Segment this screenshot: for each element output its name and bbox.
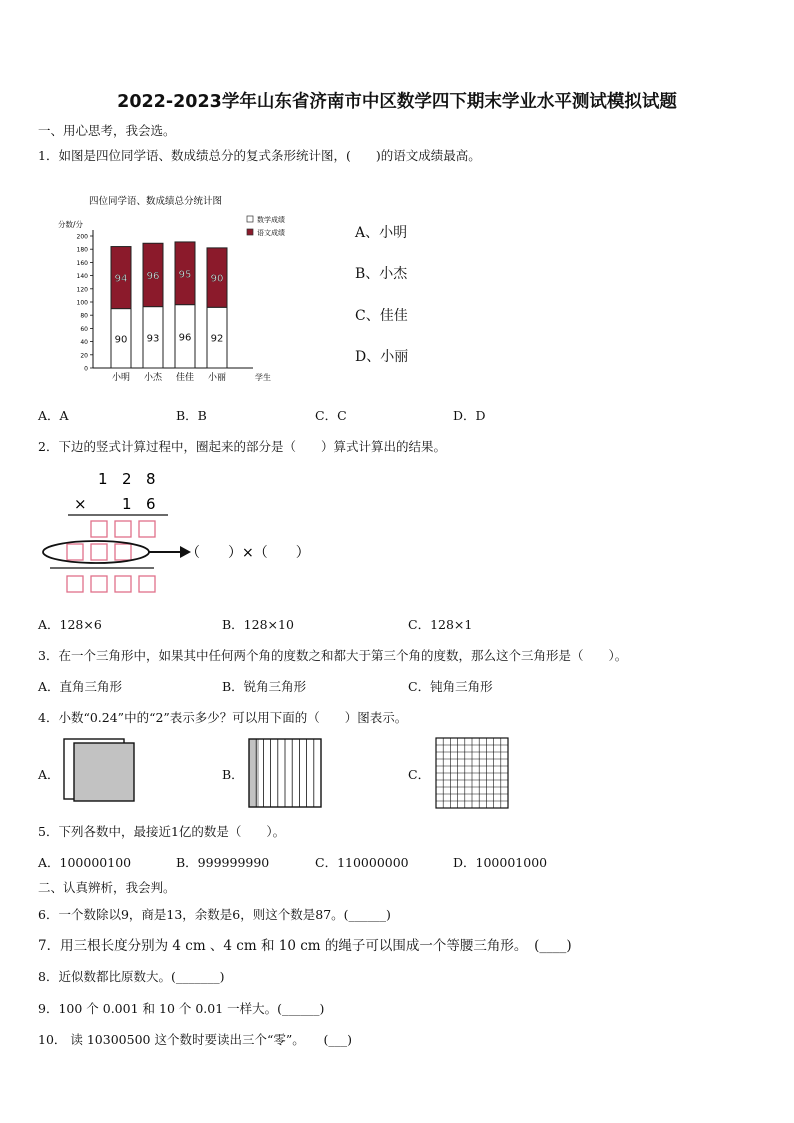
q1-option-d[interactable]: D．D: [453, 408, 486, 423]
stacked-bar-chart: [55, 190, 295, 390]
q5-option-c[interactable]: C．110000000: [315, 855, 409, 870]
data-label-chinese: 95: [178, 269, 192, 281]
y-tick-label: 40: [80, 339, 88, 347]
blank-box: [91, 576, 107, 592]
y-tick-label: 200: [76, 233, 88, 241]
blank-box: [91, 521, 107, 537]
q4-option-b-figure[interactable]: [248, 738, 324, 810]
q4-option-c-label[interactable]: C．: [408, 767, 431, 782]
question-1: 1．如图是四位同学语、数成绩总分的复式条形统计图，( )的语文成绩最高。: [38, 148, 481, 163]
q3-option-a[interactable]: A．直角三角形: [38, 679, 123, 694]
y-tick-label: 180: [76, 246, 88, 254]
top-digit-3: 8: [146, 470, 156, 488]
q1-option-a[interactable]: A．A: [38, 408, 69, 423]
bottom-digit-2: 6: [146, 495, 156, 513]
data-label-math: 92: [210, 333, 224, 345]
y-tick-label: 120: [76, 286, 88, 294]
legend-chinese-swatch: [247, 229, 253, 235]
data-label-chinese: 96: [146, 270, 160, 282]
q4-option-a-label[interactable]: A．: [38, 767, 60, 782]
question-5: 5．下列各数中，最接近1亿的数是（ ）。: [38, 824, 286, 839]
times-sign: ×: [74, 495, 87, 513]
page-title: 2022-2023学年山东省济南市中区数学四下期末学业水平测试模拟试题: [117, 92, 677, 112]
blank-box: [115, 521, 131, 537]
y-tick-label: 0: [84, 365, 88, 373]
x-axis-unit: 学生: [255, 373, 271, 382]
q4-option-b-label[interactable]: B．: [222, 767, 244, 782]
question-10: 10． 读 10300500 这个数时要读出三个“零”。 (___): [38, 1032, 352, 1047]
question-2: 2．下边的竖式计算过程中，圈起来的部分是（ ）算式计算出的结果。: [38, 439, 446, 454]
blank-box: [67, 576, 83, 592]
q5-option-d[interactable]: D．100001000: [453, 855, 548, 870]
y-tick-label: 140: [76, 273, 88, 281]
category-label: 小杰: [143, 373, 163, 383]
category-label: 小明: [111, 373, 131, 383]
legend-math-label: 数学成绩: [257, 216, 285, 224]
q1-option-c[interactable]: C．C: [315, 408, 347, 423]
data-label-chinese: 94: [114, 273, 128, 285]
category-label: 小丽: [207, 373, 227, 383]
q3-option-c[interactable]: C．钝角三角形: [408, 679, 493, 694]
data-label-math: 93: [146, 333, 160, 345]
q2-option-a[interactable]: A．128×6: [38, 617, 102, 632]
section-1-heading: 一、用心思考，我会选。: [38, 123, 176, 138]
q4-option-a-figure[interactable]: [62, 737, 138, 805]
question-7: 7．用三根长度分别为 4 cm 、4 cm 和 10 cm 的绳子可以围成一个等腰三角形。 (____): [38, 938, 572, 954]
y-tick-label: 60: [80, 325, 88, 333]
vertical-multiplication-figure: [40, 465, 340, 600]
q1-side-option-b: B、小杰: [355, 266, 408, 282]
y-axis-unit: 分数/分: [58, 220, 84, 229]
data-label-math: 90: [114, 334, 128, 346]
blank-box: [139, 521, 155, 537]
q5-option-b[interactable]: B．999999990: [176, 855, 270, 870]
top-digit-2: 2: [122, 470, 132, 488]
q4-option-c-figure[interactable]: [435, 737, 511, 810]
q2-option-b[interactable]: B．128×10: [222, 617, 294, 632]
y-tick-label: 80: [80, 312, 88, 320]
blank-box: [67, 544, 83, 560]
blank-box: [115, 544, 131, 560]
q1-side-option-c: C、佳佳: [355, 308, 408, 324]
result-expression: （ ）×（ ）: [186, 545, 310, 561]
question-4: 4．小数“0.24”中的“2”表示多少？可以用下面的（ ）图表示。: [38, 710, 408, 725]
y-tick-label: 20: [80, 352, 88, 360]
data-label-chinese: 90: [210, 273, 224, 285]
q1-side-option-d: D、小丽: [355, 349, 409, 365]
section-2-heading: 二、认真辨析，我会判。: [38, 880, 176, 895]
question-9: 9．100 个 0.001 和 10 个 0.01 一样大。(______): [38, 1001, 325, 1016]
y-tick-label: 100: [76, 299, 88, 307]
data-label-math: 96: [178, 332, 192, 344]
blank-box: [91, 544, 107, 560]
q1-side-option-a: A、小明: [355, 225, 408, 241]
question-3: 3．在一个三角形中，如果其中任何两个角的度数之和都大于第三个角的度数，那么这个三角形是（ ）。: [38, 648, 628, 663]
question-6: 6．一个数除以9，商是13，余数是6，则这个数是87。(______): [38, 907, 391, 922]
question-8: 8．近似数都比原数大。(_______): [38, 969, 225, 984]
blank-box: [139, 576, 155, 592]
y-tick-label: 160: [76, 259, 88, 267]
chart-title: 四位同学语、数成绩总分统计图: [89, 196, 223, 207]
legend-math-swatch: [247, 216, 253, 222]
q3-option-b[interactable]: B．锐角三角形: [222, 679, 307, 694]
top-digit-1: 1: [98, 470, 108, 488]
q2-option-c[interactable]: C．128×1: [408, 617, 473, 632]
q5-option-a[interactable]: A．100000100: [38, 855, 132, 870]
q1-option-b[interactable]: B．B: [176, 408, 207, 423]
legend-chinese-label: 语文成绩: [257, 229, 285, 237]
category-label: 佳佳: [175, 373, 195, 383]
blank-box: [115, 576, 131, 592]
bottom-digit-1: 1: [122, 495, 132, 513]
